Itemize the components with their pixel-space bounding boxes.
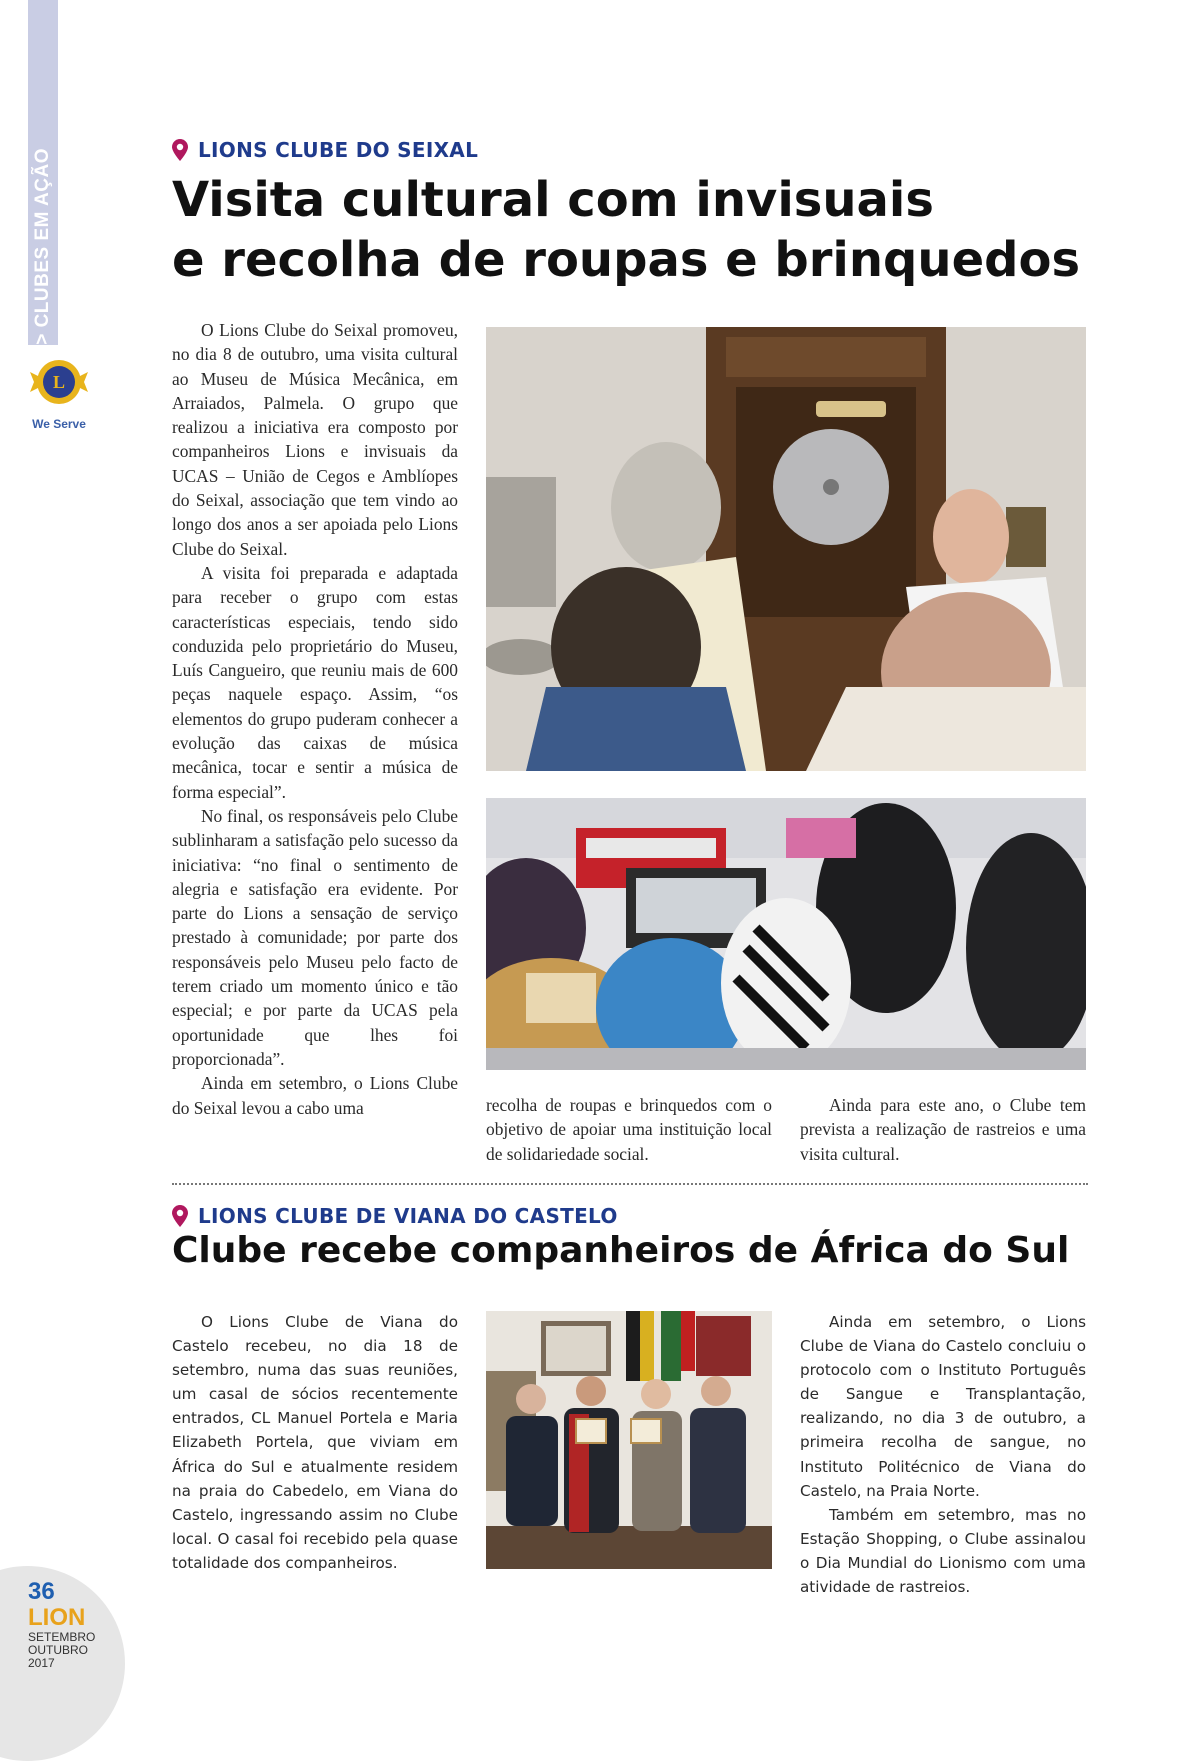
article2-title: Clube recebe companheiros de África do Sul [172,1230,1070,1271]
article1-paragraph: O Lions Clube do Seixal promoveu, no dia 8 de outubro, uma visita cultural ao Museu de Música Mecânica, em Arraiados, Palmela. O grupo que realizou a iniciativa era composto por companheiros Lions e invisuais da UCAS – União de Cegos e Amblíopes do Seixal, associação que tem vindo ao longo dos anos a ser apoiada pelo Lions Clube do Seixal. [172,320,458,559]
article1-paragraph: A visita foi preparada e adaptada para receber o grupo com estas características especiais, tendo sido conduzida pelo proprietário do Museu, Luís Cangueiro, que reuniu mais de 600 peças naquele espaço. Assim, “os elementos do grupo puderam conhecer a evolução das caixas de música mecânica, tocar e sentir a música de forma especial”. [172,562,458,802]
issue-year: 2017 [28,1656,55,1670]
article1-club-name: LIONS CLUBE DO SEIXAL [198,138,479,162]
article1-kicker [172,138,478,162]
article1-paragraph: recolha de roupas e brinquedos com o objetivo de apoiar uma instituição local de solidariedade social. [486,1095,772,1164]
logo-motto: We Serve [32,417,86,431]
article1-title [172,170,1152,290]
article1-title-line1: Visita cultural com invisuais [172,172,934,228]
lions-logo [26,358,92,431]
article1-paragraph: Ainda em setembro, o Lions Clube do Seixal levou a cabo uma [172,1073,458,1118]
article2-paragraph: Ainda em setembro, o Lions Clube de Viana do Castelo concluiu o protocolo com o Instituto Português de Sangue e Transplantação, realizando, no dia 3 de outubro, a primeira recolha de sangue, no Instituto Politécnico de Viana do Castelo, na Praia Norte. [800,1313,1086,1500]
museum-visit-photo [486,327,1086,771]
donations-image [486,798,1086,1070]
article1-paragraph: Ainda para este ano, o Clube tem prevista a realização de rastreios e uma visita cultural. [800,1095,1086,1164]
article1-paragraph: No final, os responsáveis pelo Clube sublinharam a satisfação pelo sucesso da iniciativa: “no final o sentimento de alegria e satisfação era evidente. Por parte do Lions a sensação de serviço prestado à comunidade; por parte dos responsáveis pelo Museu pelo facto de terem criado um momento único e tão especial; e por parte da UCAS pela oportunidade que lhes foi proporcionada”. [172,805,458,1069]
museum-visit-image [486,327,1086,771]
article2-column3 [800,1310,1086,1599]
article1-column3 [800,1093,1086,1166]
article-divider [172,1183,1088,1185]
article2-kicker [172,1204,618,1228]
article2-club-name: LIONS CLUBE DE VIANA DO CASTELO [198,1204,618,1228]
section-label: > CLUBES EM AÇÃO [32,148,53,345]
donations-photo [486,798,1086,1070]
lions-emblem-icon [28,358,90,410]
article2-paragraph: Também em setembro, mas no Estação Shopping, o Clube assinalou o Dia Mundial do Lionismo com uma atividade de rastreios. [800,1505,1086,1597]
location-pin-icon [172,139,188,161]
article1-title-line2: e recolha de roupas e brinquedos [172,232,1081,288]
magazine-name: LION [28,1604,86,1631]
page-number: 36 [28,1578,55,1605]
issue-date [28,1631,95,1670]
location-pin-icon [172,1205,188,1227]
article2-paragraph: O Lions Clube de Viana do Castelo recebeu, no dia 18 de setembro, numa das suas reuniões, um casal de sócios recentemente entrados, CL Manuel Portela e Maria Elizabeth Portela, que viviam em África do Sul e atualmente residem na praia do Cabedelo, em Viana do Castelo, ingressando assim no Clube local. O casal foi recebido pela quase totalidade dos companheiros. [172,1313,458,1572]
article1-column1 [172,318,458,1120]
issue-month-2: OUTUBRO [28,1643,88,1657]
article1-column2 [486,1093,772,1166]
members-group-image [486,1311,772,1569]
article2-column1 [172,1310,458,1575]
svg-text:L: L [52,372,66,392]
issue-month-1: SETEMBRO [28,1630,96,1644]
members-group-photo [486,1311,772,1569]
